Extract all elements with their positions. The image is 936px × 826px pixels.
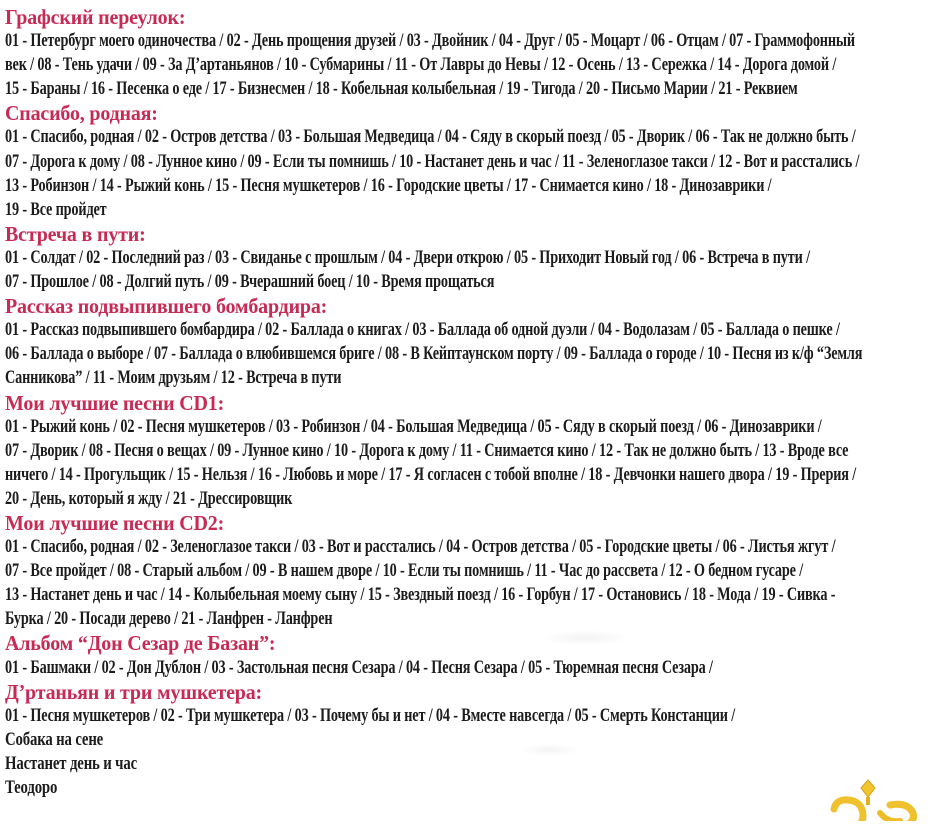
track-line: Собака на сене [5,729,104,750]
track-line: 01 - Рассказ подвыпившего бомбардира / 02 - Баллада о книгах / 03 - Баллада об одной дуэли / 04 - Водолазам / 05 - Баллада о пешке / [5,320,840,341]
album-section [5,511,936,631]
track-line: 07 - Дорога к дому / 08 - Лунное кино / 09 - Если ты помнишь / 10 - Настанет день и час / 11 - Зеленоглазое такси / 12 - Вот и расстались / [5,151,860,172]
album-section [5,101,936,221]
album-heading: Рассказ подвыпившего бомбардира: [5,294,328,319]
track-line: век / 08 - Тень удачи / 09 - За Д’артаньянов / 10 - Субмарины / 11 - От Лавры до Невы / 12 - Осень / 13 - Сережка / 14 - Дорога домой / [5,55,837,76]
track-line: Настанет день и час [5,753,138,774]
track-line: Бурка / 20 - Посади дерево / 21 - Ланфрен - Ланфрен [5,609,333,630]
track-line: 15 - Бараны / 16 - Песенка о еде / 17 - Бизнесмен / 18 - Кобельная колыбельная / 19 - Тигода / 20 - Письмо Марии / 21 - Реквием [5,79,798,100]
album-section [5,680,936,728]
album-section [5,391,936,511]
album-heading: Мои лучшие песни CD2: [5,510,225,535]
album-section [5,631,936,679]
track-line: 01 - Башмаки / 02 - Дон Дублон / 03 - Застольная песня Сезара / 04 - Песня Сезара / 05 - Тюремная песня Сезара / [5,657,713,678]
track-line: Теодоро [5,778,58,798]
track-line: 20 - День, который я жду / 21 - Дрессировщик [5,488,293,509]
track-line: 01 - Солдат / 02 - Последний раз / 03 - Свиданье с прошлым / 04 - Двери открою / 05 - Приходит Новый год / 06 - Встреча в пути / [5,247,810,268]
tracklist-document [5,5,936,805]
album-section [5,5,936,101]
track-line: 01 - Петербург моего одиночества / 02 - День прощения друзей / 03 - Двойник / 04 - Друг / 05 - Моцарт / 06 - Отцам / 07 - Граммофонный [5,31,855,52]
album-section [5,294,936,390]
album-heading: Д’ртаньян и три мушкетера: [5,679,263,704]
track-line: 01 - Спасибо, родная / 02 - Зеленоглазое такси / 03 - Вот и расстались / 04 - Остров детства / 05 - Городские цветы / 06 - Листья жгут / [5,537,836,558]
scan-smudge [520,744,580,756]
track-line: ничего / 14 - Прогульщик / 15 - Нельзя / 16 - Любовь и море / 17 - Я согласен с тобой вполне / 18 - Девчонки нашего двора / 19 - Прерия / [5,464,857,485]
album-heading: Встреча в пути: [5,221,146,246]
track-line: 01 - Песня мушкетеров / 02 - Три мушкетера / 03 - Почему бы и нет / 04 - Вместе навсегда / 05 - Смерть Констанции / [5,705,736,726]
track-line: 01 - Рыжий конь / 02 - Песня мушкетеров / 03 - Робинзон / 04 - Большая Медведица / 05 - Сяду в скорый поезд / 06 - Динозаврики / [5,416,822,437]
track-line: 07 - Все пройдет / 08 - Старый альбом / 09 - В нашем дворе / 10 - Если ты помнишь / 11 - Час до рассвета / 12 - О бедном гусаре / [5,561,804,582]
scan-smudge [540,630,630,646]
track-line: 13 - Настанет день и час / 14 - Колыбельная моему сыну / 15 - Звездный поезд / 16 - Горбун / 17 - Остановись / 18 - Мода / 19 - Сивка - [5,585,836,606]
track-line: Санникова” / 11 - Моим друзьям / 12 - Встреча в пути [5,368,342,389]
track-line: 07 - Дворик / 08 - Песня о вещах / 09 - Лунное кино / 10 - Дорога к дому / 11 - Снимается кино / 12 - Так не должно быть / 13 - Вроде все [5,440,849,461]
track-line: 07 - Прошлое / 08 - Долгий путь / 09 - Вчерашний боец / 10 - Время прощаться [5,272,495,293]
track-line: 06 - Баллада о выборе / 07 - Баллада о влюбившемся бриге / 08 - В Кейптаунском порту / 09 - Баллада о городе / 10 - Песня из к/ф “Земля [5,344,863,365]
album-heading: Графский переулок: [5,5,186,29]
album-section [5,222,936,294]
track-line: 19 - Все пройдет [5,199,107,220]
album-heading: Альбом “Дон Сезар де Базан”: [5,631,276,656]
album-heading: Мои лучшие песни CD1: [5,390,225,415]
album-heading: Спасибо, родная: [5,101,158,126]
standalone-titles-section [5,728,936,800]
track-line: 01 - Спасибо, родная / 02 - Остров детства / 03 - Большая Медведица / 04 - Сяду в скорый поезд / 05 - Дворик / 06 - Так не должно быть / [5,127,856,148]
track-line: 13 - Робинзон / 14 - Рыжий конь / 15 - Песня мушкетеров / 16 - Городские цветы / 17 - Снимается кино / 18 - Динозаврики / [5,175,772,196]
